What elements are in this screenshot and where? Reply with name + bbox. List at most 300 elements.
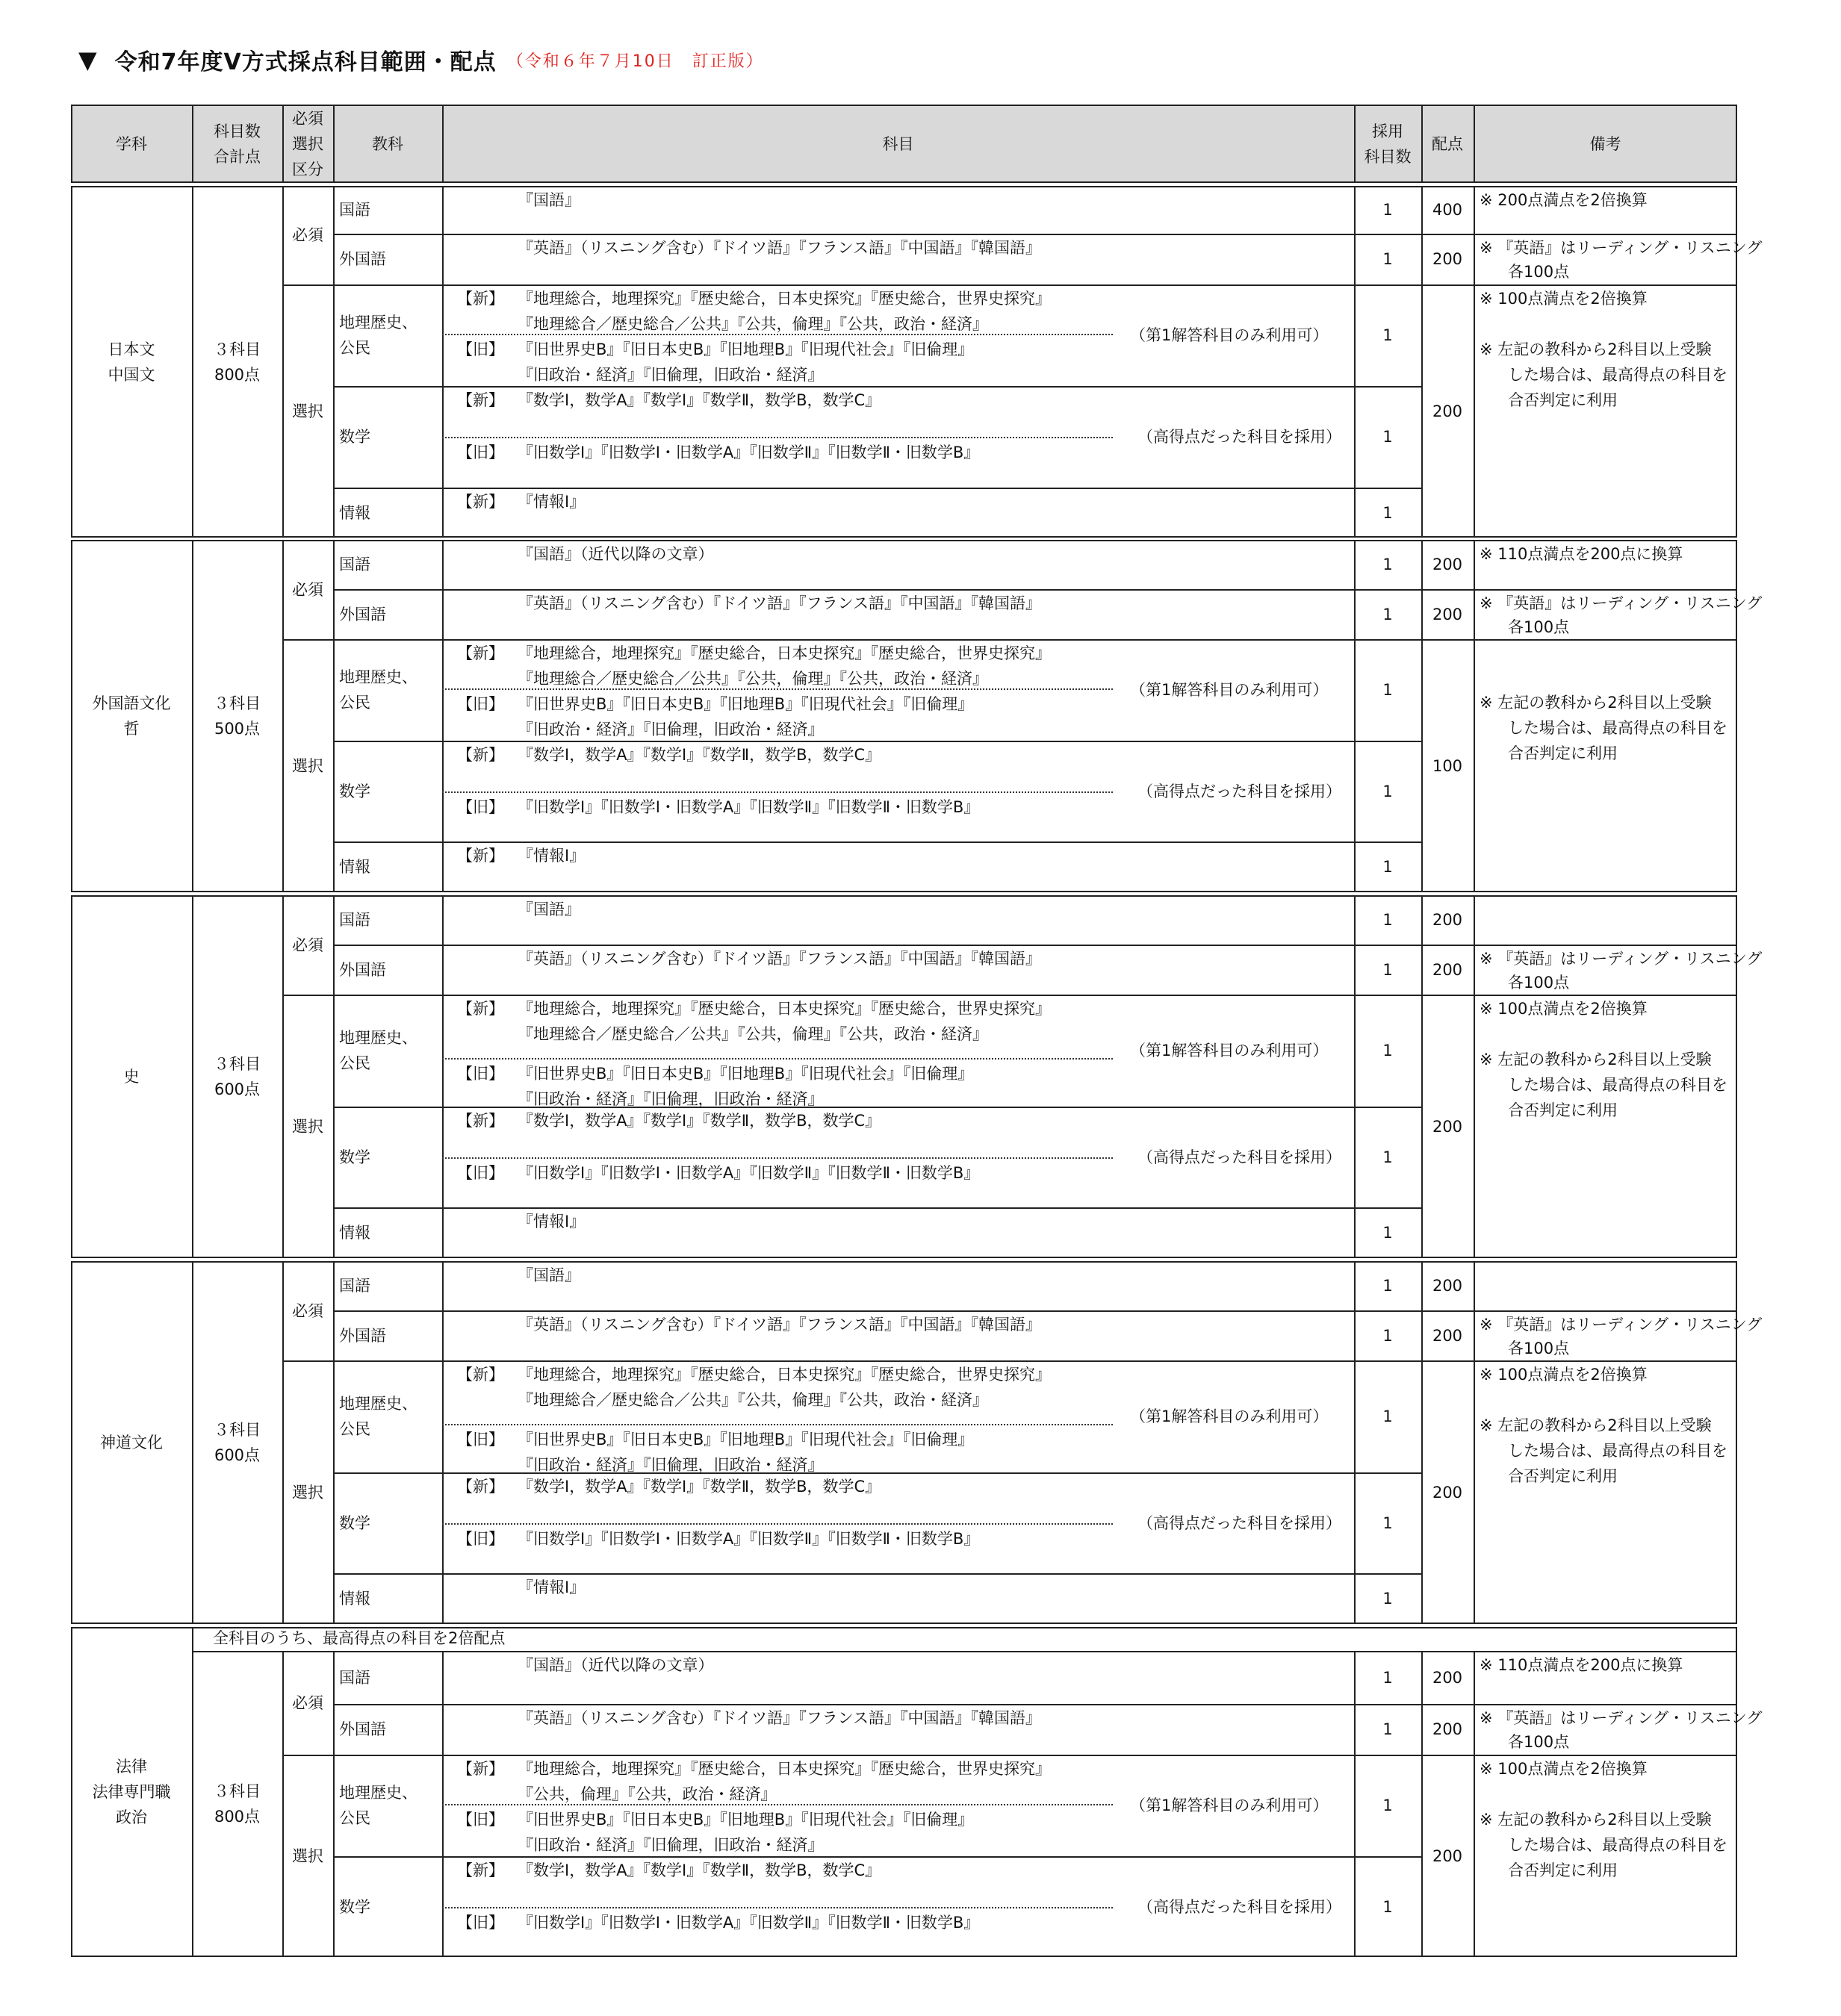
new-curriculum-tag: 【新】	[457, 1478, 504, 1496]
required-label	[282, 540, 333, 639]
remark-elective: した場合は、最高得点の科目を	[1508, 1076, 1727, 1094]
grid-line	[333, 1261, 335, 1624]
score-kokugo-line: 200	[1432, 1668, 1463, 1687]
remark-elective: ※ 左記の教科から2科目以上受験	[1480, 694, 1712, 712]
score-gaikokugo-line: 200	[1432, 250, 1463, 268]
remark-eigo: ※ 『英語』はリーディング・リスニング	[1480, 594, 1763, 612]
kyoka-kokugo	[339, 540, 442, 589]
department-name-line: 法律	[116, 1758, 147, 1776]
dotted-separator	[442, 1157, 1113, 1159]
subject-kokugo: 『国語』	[518, 900, 580, 918]
kyoka-chireki	[339, 1755, 442, 1856]
adopt-count-line: 1	[1382, 1897, 1393, 1916]
score-elective-line: 200	[1432, 1483, 1463, 1502]
remark-elective: ※ 100点満点を2倍換算	[1480, 1366, 1648, 1384]
header-kamoku	[442, 105, 1354, 183]
score-elective	[1421, 1755, 1474, 1957]
required-label	[282, 1261, 333, 1360]
subject-count-total-line: 500点	[214, 720, 261, 738]
elective-label-line: 選択	[292, 1117, 323, 1136]
remark-elective: した場合は、最高得点の科目を	[1508, 366, 1727, 384]
elective-label-line: 選択	[292, 402, 323, 420]
adopt-count	[1354, 1360, 1421, 1472]
remark-eigo: 各100点	[1508, 1340, 1570, 1357]
subject-gaikokugo: 『英語』（リスニング含む）『ドイツ語』『フランス語』『中国語』『韓国語』	[518, 239, 1041, 257]
header-biko	[1474, 105, 1737, 183]
adopt-count-line: 1	[1382, 250, 1393, 268]
dotted-separator	[442, 437, 1113, 438]
remark-elective: した場合は、最高得点の科目を	[1508, 1442, 1727, 1460]
adopt-count-line: 1	[1382, 1042, 1393, 1060]
chireki-note: （第1解答科目のみ利用可）	[1130, 1042, 1329, 1060]
header-kamokusu	[192, 105, 282, 183]
score-gaikokugo-line: 200	[1432, 960, 1463, 979]
adopt-count	[1354, 1573, 1421, 1624]
remark-elective: ※ 100点満点を2倍換算	[1480, 290, 1648, 308]
dotted-separator	[442, 1058, 1113, 1060]
score-gaikokugo	[1421, 589, 1474, 639]
remark-kokugo: ※ 110点満点を200点に換算	[1480, 545, 1683, 563]
elective-label	[282, 1755, 333, 1957]
kyoka-chireki-line: 地理歴史、	[339, 1784, 417, 1802]
kyoka-chireki-line: 公民	[339, 694, 370, 712]
header-kubun-line: 区分	[292, 160, 323, 178]
subject-count-total-line: 800点	[214, 1808, 261, 1826]
remark-elective: ※ 100点満点を2倍換算	[1480, 1760, 1648, 1778]
dotted-separator	[442, 791, 1113, 793]
subject-chireki-old: 『旧政治・経済』『旧倫理，旧政治・経済』	[518, 366, 824, 384]
score-kokugo-line: 200	[1432, 556, 1463, 573]
score-elective	[1421, 284, 1474, 538]
header-gakka	[71, 105, 192, 183]
kyoka-gaikokugo	[339, 1310, 442, 1360]
adopt-count-line: 1	[1382, 1224, 1393, 1242]
department-name-line: 政治	[116, 1808, 147, 1826]
kyoka-sugaku-line: 数学	[339, 1148, 370, 1166]
remark-eigo: ※ 『英語』はリーディング・リスニング	[1480, 1709, 1763, 1727]
subject-chireki-new: 『地理総合／歴史総合／公共』『公共，倫理』『公共，政治・経済』	[518, 1025, 988, 1043]
kyoka-joho	[339, 488, 442, 538]
adopt-count-line: 1	[1382, 503, 1393, 522]
remark-kokugo: ※ 110点満点を200点に換算	[1480, 1656, 1683, 1674]
required-label	[282, 895, 333, 995]
header-kamokusu-line: 科目数	[214, 122, 261, 140]
subject-joho: 『情報Ⅰ』	[518, 1213, 586, 1231]
remark-elective: ※ 左記の教科から2科目以上受験	[1480, 1051, 1712, 1068]
grid-line	[1474, 540, 1475, 892]
department-name	[71, 540, 192, 892]
kyoka-gaikokugo	[339, 1704, 442, 1755]
kyoka-kokugo-line: 国語	[339, 911, 370, 929]
remark-elective: ※ 左記の教科から2科目以上受験	[1480, 1811, 1712, 1829]
new-curriculum-tag: 【新】	[457, 1760, 504, 1778]
remark-eigo: ※ 『英語』はリーディング・リスニング	[1480, 239, 1763, 257]
adopt-count	[1354, 945, 1421, 995]
subject-sugaku-old: 『旧数学Ⅰ』『旧数学Ⅰ・旧数学A』『旧数学Ⅱ』『旧数学Ⅱ・旧数学B』	[518, 1164, 980, 1182]
sugaku-note: （高得点だった科目を採用）	[1137, 1898, 1341, 1916]
department-name	[71, 1261, 192, 1624]
kyoka-chireki-line: 公民	[339, 1420, 370, 1438]
subject-count-total-line: 800点	[214, 365, 261, 384]
adopt-count	[1354, 741, 1421, 841]
score-elective	[1421, 639, 1474, 892]
new-curriculum-tag: 【新】	[457, 1366, 504, 1384]
adopt-count	[1354, 995, 1421, 1107]
new-curriculum-tag: 【新】	[457, 746, 504, 764]
grid-line	[442, 1261, 444, 1624]
sugaku-note: （高得点だった科目を採用）	[1137, 1514, 1341, 1532]
adopt-count-line: 1	[1382, 201, 1393, 219]
subject-chireki-new: 『地理総合／歴史総合／公共』『公共，倫理』『公共，政治・経済』	[518, 670, 988, 688]
dotted-separator	[442, 1523, 1113, 1525]
new-curriculum-tag: 【新】	[457, 391, 504, 409]
remark-elective: 合否判定に利用	[1508, 1101, 1618, 1119]
required-label	[282, 1651, 333, 1755]
grid-line	[333, 1573, 1421, 1575]
adopt-count	[1354, 589, 1421, 639]
header-haiten-line: 配点	[1432, 134, 1463, 153]
score-elective-line: 200	[1432, 402, 1463, 420]
remark-eigo: 各100点	[1508, 263, 1570, 281]
grid-line	[333, 895, 335, 1258]
subject-sugaku-new: 『数学Ⅰ，数学A』『数学Ⅰ』『数学Ⅱ，数学B，数学C』	[518, 1861, 881, 1879]
remark-eigo: ※ 『英語』はリーディング・リスニング	[1480, 950, 1763, 968]
subject-count-total	[192, 1261, 282, 1624]
subject-sugaku-old: 『旧数学Ⅰ』『旧数学Ⅰ・旧数学A』『旧数学Ⅱ』『旧数学Ⅱ・旧数学B』	[518, 798, 980, 816]
subject-count-total-line: 600点	[214, 1446, 261, 1464]
department-name-line: 哲	[123, 720, 140, 738]
kyoka-sugaku-line: 数学	[339, 782, 370, 800]
required-label-line: 必須	[292, 936, 323, 954]
adopt-count	[1354, 841, 1421, 892]
old-curriculum-tag: 【旧】	[457, 1530, 504, 1548]
subject-chireki-old: 『旧政治・経済』『旧倫理，旧政治・経済』	[518, 1090, 824, 1108]
score-elective	[1421, 995, 1474, 1258]
kyoka-kokugo	[339, 1261, 442, 1310]
grid-line	[333, 540, 335, 892]
required-label	[282, 186, 333, 284]
score-kokugo	[1421, 895, 1474, 945]
header-kyoka	[333, 105, 442, 183]
sugaku-note: （高得点だった科目を採用）	[1137, 1148, 1341, 1166]
score-gaikokugo	[1421, 234, 1474, 284]
score-kokugo-line: 400	[1432, 201, 1463, 219]
subject-kokugo: 『国語』	[518, 1266, 580, 1284]
subject-gaikokugo: 『英語』（リスニング含む）『ドイツ語』『フランス語』『中国語』『韓国語』	[518, 950, 1041, 968]
remark-eigo: 各100点	[1508, 1733, 1570, 1751]
remark-elective: ※ 左記の教科から2科目以上受験	[1480, 340, 1712, 358]
triangle-marker-icon: ▼	[78, 46, 97, 74]
kyoka-chireki-line: 公民	[339, 1809, 370, 1827]
kyoka-kokugo-line: 国語	[339, 556, 370, 573]
adopt-count-line: 1	[1382, 326, 1393, 344]
adopt-count-line: 1	[1382, 911, 1393, 929]
old-curriculum-tag: 【旧】	[457, 695, 504, 713]
kyoka-joho-line: 情報	[339, 1224, 370, 1242]
new-curriculum-tag: 【新】	[457, 493, 504, 511]
remark-elective: 合否判定に利用	[1508, 744, 1618, 762]
subject-chireki-new: 『地理総合，地理探究』『歴史総合，日本史探究』『歴史総合，世界史探究』	[518, 644, 1051, 662]
score-gaikokugo-line: 200	[1432, 1720, 1463, 1738]
double-score-banner: 全科目のうち、最高得点の科目を2倍配点	[213, 1629, 506, 1647]
adopt-count-line: 1	[1382, 1148, 1393, 1166]
header-kyoka-line: 教科	[372, 134, 403, 153]
department-name-line: 外国語文化	[92, 694, 171, 712]
adopt-count	[1354, 284, 1421, 386]
remark-elective: 合否判定に利用	[1508, 1467, 1618, 1485]
adopt-count	[1354, 488, 1421, 538]
remark-elective: ※ 100点満点を2倍換算	[1480, 1000, 1648, 1018]
subject-kokugo: 『国語』（近代以降の文章）	[518, 545, 714, 563]
department-name-line: 史	[123, 1068, 140, 1086]
header-kubun-line: 選択	[292, 134, 323, 153]
kyoka-sugaku-line: 数学	[339, 428, 370, 446]
chireki-note: （第1解答科目のみ利用可）	[1130, 1407, 1329, 1425]
department-name-line: 法律専門職	[92, 1783, 171, 1801]
adopt-count-line: 1	[1382, 428, 1393, 446]
kyoka-gaikokugo	[339, 945, 442, 995]
remark-elective: した場合は、最高得点の科目を	[1508, 1836, 1727, 1854]
kyoka-kokugo	[339, 1651, 442, 1704]
adopt-count-line: 1	[1382, 1326, 1393, 1345]
kyoka-joho-line: 情報	[339, 858, 370, 876]
new-curriculum-tag: 【新】	[457, 1861, 504, 1879]
header-kubun-line: 必須	[292, 109, 323, 128]
score-elective-line: 100	[1432, 756, 1463, 775]
subject-chireki-old: 『旧政治・経済』『旧倫理，旧政治・経済』	[518, 721, 824, 738]
elective-label	[282, 639, 333, 892]
score-kokugo-line: 200	[1432, 911, 1463, 929]
revision-note: （令和６年７月10日 訂正版）	[506, 52, 764, 71]
kyoka-kokugo	[339, 186, 442, 234]
kyoka-kokugo-line: 国語	[339, 1668, 370, 1687]
adopt-count-line: 1	[1382, 858, 1393, 876]
subject-sugaku-old: 『旧数学Ⅰ』『旧数学Ⅰ・旧数学A』『旧数学Ⅱ』『旧数学Ⅱ・旧数学B』	[518, 1530, 980, 1548]
adopt-count-line: 1	[1382, 605, 1393, 623]
adopt-count	[1354, 1651, 1421, 1704]
old-curriculum-tag: 【旧】	[457, 798, 504, 816]
remark-eigo: 各100点	[1508, 974, 1570, 992]
score-gaikokugo-line: 200	[1432, 1326, 1463, 1345]
adopt-count-line: 1	[1382, 556, 1393, 573]
subject-chireki-new: 『公共，倫理』『公共，政治・経済』	[518, 1785, 777, 1803]
subject-sugaku-old: 『旧数学Ⅰ』『旧数学Ⅰ・旧数学A』『旧数学Ⅱ』『旧数学Ⅱ・旧数学B』	[518, 1914, 980, 1932]
subject-chireki-old: 『旧世界史B』『旧日本史B』『旧地理B』『旧現代社会』『旧倫理』	[518, 1811, 974, 1829]
kyoka-joho	[339, 841, 442, 892]
subject-count-total	[192, 540, 282, 892]
subject-chireki-new: 『地理総合，地理探究』『歴史総合，日本史探究』『歴史総合，世界史探究』	[518, 1000, 1051, 1018]
old-curriculum-tag: 【旧】	[457, 340, 504, 358]
grid-line	[1474, 1261, 1475, 1624]
subject-chireki-new: 『地理総合，地理探究』『歴史総合，日本史探究』『歴史総合，世界史探究』	[518, 1760, 1051, 1778]
grid-line	[333, 1207, 1421, 1209]
adopt-count-line: 1	[1382, 1796, 1393, 1814]
kyoka-gaikokugo-line: 外国語	[339, 1326, 386, 1345]
required-label-line: 必須	[292, 1301, 323, 1320]
subject-chireki-new: 『地理総合／歴史総合／公共』『公共，倫理』『公共，政治・経済』	[518, 315, 988, 333]
score-gaikokugo-line: 200	[1432, 605, 1463, 623]
adopt-count	[1354, 895, 1421, 945]
kyoka-sugaku	[339, 1472, 442, 1573]
remark-kokugo: ※ 200点満点を2倍換算	[1480, 191, 1648, 209]
old-curriculum-tag: 【旧】	[457, 1164, 504, 1182]
kyoka-chireki	[339, 1360, 442, 1472]
new-curriculum-tag: 【新】	[457, 290, 504, 308]
dotted-separator	[442, 1907, 1113, 1908]
department-name-line: 神道文化	[100, 1434, 163, 1452]
remark-elective: した場合は、最高得点の科目を	[1508, 719, 1727, 737]
header-kubun	[282, 105, 333, 183]
page-heading	[78, 41, 764, 78]
subject-chireki-new: 『地理総合，地理探究』『歴史総合，日本史探究』『歴史総合，世界史探究』	[518, 1366, 1051, 1384]
adopt-count-line: 1	[1382, 1277, 1393, 1295]
required-label-line: 必須	[292, 1693, 323, 1712]
adopt-count	[1354, 386, 1421, 488]
adopt-count	[1354, 1704, 1421, 1755]
department-name	[71, 1627, 192, 1957]
score-elective	[1421, 1360, 1474, 1624]
dotted-separator	[442, 1424, 1113, 1425]
grid-line	[1474, 1651, 1475, 1957]
adopt-count	[1354, 1472, 1421, 1573]
kyoka-gaikokugo-line: 外国語	[339, 605, 386, 623]
header-gakka-line: 学科	[116, 134, 147, 153]
subject-chireki-old: 『旧世界史B』『旧日本史B』『旧地理B』『旧現代社会』『旧倫理』	[518, 340, 974, 358]
grid-line	[1474, 186, 1475, 538]
adopt-count-line: 1	[1382, 1590, 1393, 1608]
adopt-count	[1354, 1310, 1421, 1360]
score-kokugo-line: 200	[1432, 1277, 1463, 1295]
adopt-count-line: 1	[1382, 960, 1393, 979]
adopt-count	[1354, 1261, 1421, 1310]
adopt-count-line: 1	[1382, 681, 1393, 699]
elective-label	[282, 995, 333, 1258]
score-kokugo	[1421, 1651, 1474, 1704]
department-name	[71, 186, 192, 538]
subject-count-total-line: ３科目	[214, 694, 261, 712]
new-curriculum-tag: 【新】	[457, 1112, 504, 1130]
subject-chireki-old: 『旧政治・経済』『旧倫理，旧政治・経済』	[518, 1456, 824, 1474]
adopt-count	[1354, 186, 1421, 234]
kyoka-gaikokugo-line: 外国語	[339, 1720, 386, 1738]
department-name-line: 日本文	[108, 340, 155, 358]
subject-chireki-new: 『地理総合，地理探究』『歴史総合，日本史探究』『歴史総合，世界史探究』	[518, 290, 1051, 308]
kyoka-sugaku	[339, 741, 442, 841]
kyoka-sugaku	[339, 1856, 442, 1957]
subject-count-total	[192, 895, 282, 1258]
subject-sugaku-new: 『数学Ⅰ，数学A』『数学Ⅰ』『数学Ⅱ，数学B，数学C』	[518, 391, 881, 409]
kyoka-chireki-line: 地理歴史、	[339, 314, 417, 332]
subject-gaikokugo: 『英語』（リスニング含む）『ドイツ語』『フランス語』『中国語』『韓国語』	[518, 1709, 1041, 1727]
adopt-count-line: 1	[1382, 782, 1393, 800]
header-haiten	[1421, 105, 1474, 183]
remark-elective: ※ 左記の教科から2科目以上受験	[1480, 1416, 1712, 1434]
subject-count-total	[192, 1651, 282, 1957]
subject-sugaku-new: 『数学Ⅰ，数学A』『数学Ⅰ』『数学Ⅱ，数学B，数学C』	[518, 1478, 881, 1496]
new-curriculum-tag: 【新】	[457, 847, 504, 865]
subject-joho: 『情報Ⅰ』	[518, 847, 586, 865]
adopt-count	[1354, 540, 1421, 589]
old-curriculum-tag: 【旧】	[457, 1431, 504, 1449]
adopt-count	[1354, 1107, 1421, 1207]
kyoka-chireki	[339, 995, 442, 1107]
subject-count-total-line: ３科目	[214, 1055, 261, 1073]
adopt-count-line: 1	[1382, 1668, 1393, 1687]
subject-chireki-old: 『旧世界史B』『旧日本史B』『旧地理B』『旧現代社会』『旧倫理』	[518, 1065, 974, 1083]
score-elective-line: 200	[1432, 1117, 1463, 1136]
kyoka-chireki-line: 地理歴史、	[339, 1395, 417, 1413]
kyoka-gaikokugo-line: 外国語	[339, 250, 386, 268]
kyoka-chireki-line: 地理歴史、	[339, 668, 417, 686]
adopt-count	[1354, 639, 1421, 741]
kyoka-joho-line: 情報	[339, 1590, 370, 1608]
elective-label	[282, 284, 333, 538]
chireki-note: （第1解答科目のみ利用可）	[1130, 1796, 1329, 1814]
kyoka-sugaku	[339, 1107, 442, 1207]
kyoka-chireki-line: 公民	[339, 1054, 370, 1072]
subject-gaikokugo: 『英語』（リスニング含む）『ドイツ語』『フランス語』『中国語』『韓国語』	[518, 594, 1041, 612]
kyoka-gaikokugo	[339, 589, 442, 639]
subject-kokugo: 『国語』	[518, 191, 580, 209]
header-saiyo-line: 採用	[1372, 122, 1403, 140]
old-curriculum-tag: 【旧】	[457, 1914, 504, 1932]
department-name	[71, 895, 192, 1258]
sugaku-note: （高得点だった科目を採用）	[1137, 783, 1341, 800]
kyoka-joho	[339, 1573, 442, 1624]
elective-label-line: 選択	[292, 1847, 323, 1865]
adopt-count	[1354, 234, 1421, 284]
old-curriculum-tag: 【旧】	[457, 1065, 504, 1083]
required-label-line: 必須	[292, 226, 323, 244]
required-label-line: 必須	[292, 580, 323, 599]
elective-label-line: 選択	[292, 1483, 323, 1502]
subject-sugaku-new: 『数学Ⅰ，数学A』『数学Ⅰ』『数学Ⅱ，数学B，数学C』	[518, 746, 881, 764]
header-kamokusu-line: 合計点	[214, 147, 261, 166]
kyoka-gaikokugo-line: 外国語	[339, 960, 386, 979]
subject-chireki-old: 『旧世界史B』『旧日本史B』『旧地理B』『旧現代社会』『旧倫理』	[518, 1431, 974, 1449]
page-title: 令和7年度V方式採点科目範囲・配点	[114, 49, 497, 75]
chireki-note: （第1解答科目のみ利用可）	[1130, 326, 1329, 344]
score-kokugo	[1421, 186, 1474, 234]
kyoka-chireki-line: 地理歴史、	[339, 1029, 417, 1047]
subject-count-total	[192, 186, 282, 538]
remark-eigo: ※ 『英語』はリーディング・リスニング	[1480, 1316, 1763, 1334]
department-name-line: 中国文	[108, 365, 155, 384]
old-curriculum-tag: 【旧】	[457, 444, 504, 461]
kyoka-chireki-line: 公民	[339, 339, 370, 357]
remark-elective: 合否判定に利用	[1508, 1861, 1618, 1879]
kyoka-kokugo	[339, 895, 442, 945]
old-curriculum-tag: 【旧】	[457, 1811, 504, 1829]
adopt-count-line: 1	[1382, 1513, 1393, 1532]
kyoka-chireki	[339, 284, 442, 386]
subject-chireki-old: 『旧政治・経済』『旧倫理，旧政治・経済』	[518, 1836, 824, 1854]
subject-count-total-line: ３科目	[214, 340, 261, 358]
kyoka-gaikokugo	[339, 234, 442, 284]
sugaku-note: （高得点だった科目を採用）	[1137, 428, 1341, 446]
score-gaikokugo	[1421, 945, 1474, 995]
adopt-count	[1354, 1207, 1421, 1258]
grid-line	[333, 186, 335, 538]
adopt-count-line: 1	[1382, 1407, 1393, 1425]
subject-sugaku-new: 『数学Ⅰ，数学A』『数学Ⅰ』『数学Ⅱ，数学B，数学C』	[518, 1112, 881, 1130]
adopt-count	[1354, 1856, 1421, 1957]
elective-label	[282, 1360, 333, 1624]
elective-label-line: 選択	[292, 756, 323, 775]
subject-joho: 『情報Ⅰ』	[518, 1578, 586, 1596]
kyoka-sugaku	[339, 386, 442, 488]
remark-eigo: 各100点	[1508, 618, 1570, 636]
